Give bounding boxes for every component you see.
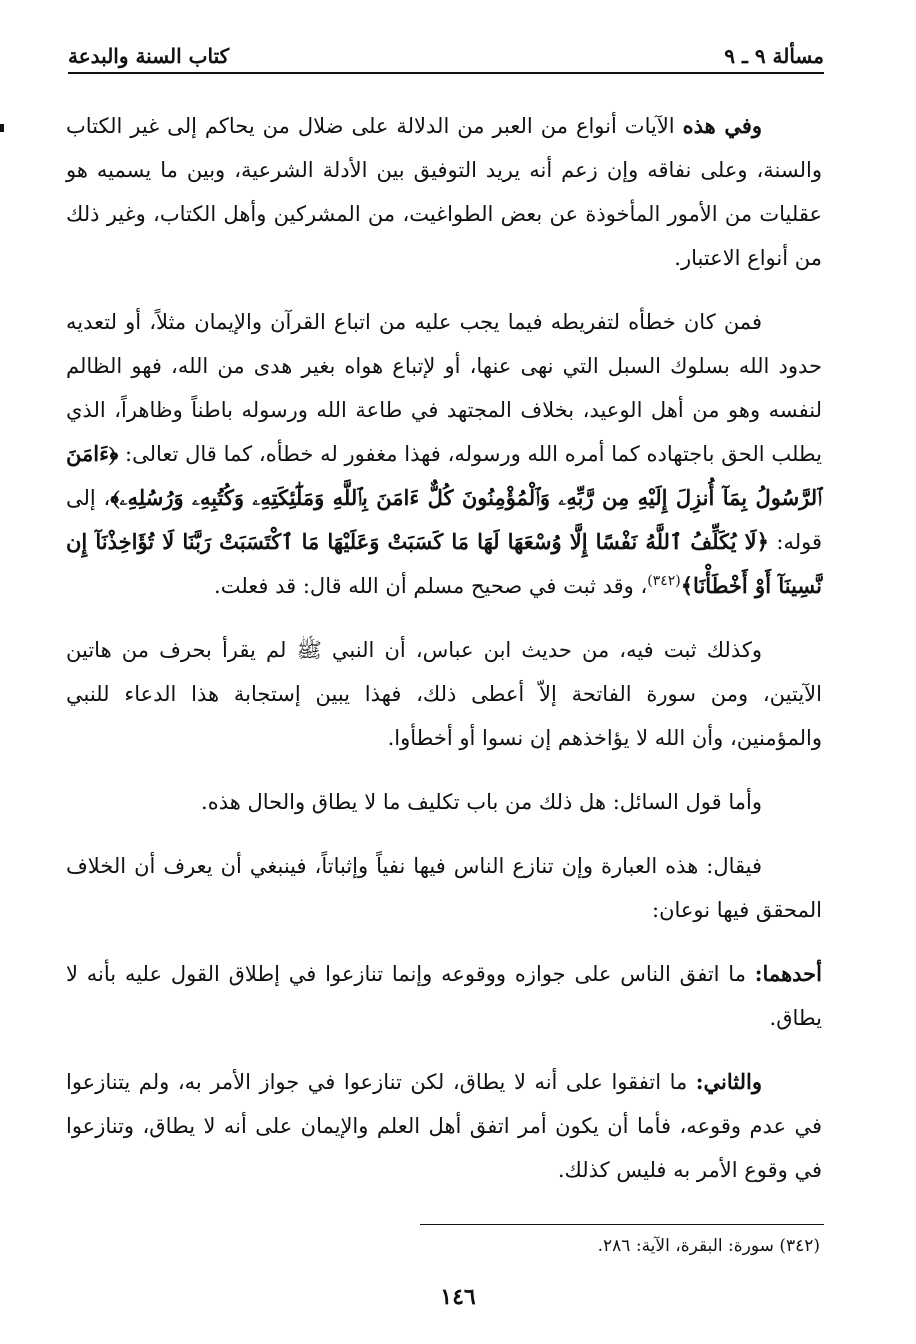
footnote: (٣٤٢) سورة: البقرة، الآية: ٢٨٦.: [597, 1236, 820, 1256]
paragraph-7-text: ما اتفقوا على أنه لا يطاق، لكن تنازعوا في جواز الأمر به، ولم يتنازعوا في عدم وقوعه، فأما أن يكون أمر اتفق أهل العلم والإيمان على أنه لا يطاق، وتنازعوا في وقوع الأمر به فليس كذلك.: [66, 1070, 822, 1182]
paragraph-6: [66, 952, 822, 1040]
paragraph-3-text: وكذلك ثبت فيه، من حديث ابن عباس، أن النبي ﷺ لم يقرأ بحرف من هاتين الآيتين، ومن سورة الفاتحة إلاّ أعطى ذلك، فهذا يبين إستجابة هذا الدعاء للنبي والمؤمنين، وأن الله لا يؤاخذهم إن نسوا أو أخطأوا.: [66, 638, 822, 750]
paragraph-1-lead: وفي هذه: [682, 113, 763, 138]
margin-mark: [0, 124, 4, 132]
paragraph-4: [66, 780, 822, 824]
running-header: [68, 38, 824, 68]
quran-verse-1: ﴿ءَامَنَ ٱلرَّسُولُ بِمَآ أُنزِلَ إِلَيْهِ مِن رَّبِّهِۦ وَٱلْمُؤْمِنُونَ كُلٌّ ءَامَنَ بِٱللَّهِ وَمَلَٰٓئِكَتِهِۦ وَكُتُبِهِۦ وَرُسُلِهِۦ﴾: [66, 441, 822, 510]
quran-verse-2: ﴿لَا يُكَلِّفُ ٱللَّهُ نَفْسًا إِلَّا وُسْعَهَا لَهَا مَا كَسَبَتْ وَعَلَيْهَا مَا ٱكْتَسَبَتْ رَبَّنَا لَا تُؤَاخِذْنَآ إِن نَّسِينَآ أَوْ أَخْطَأْنَا﴾: [66, 529, 822, 598]
page-number: ١٤٦: [440, 1284, 476, 1310]
paragraph-2-text-1: فمن كان خطأه لتفريطه فيما يجب عليه من اتباع القرآن والإيمان مثلاً، أو لتعديه حدود الله بسلوك السبل التي نهى عنها، أو لإتباع هواه بغير هدى من الله، فهو الظالم لنفسه وهو من أهل الوعيد، بخلاف المجتهد في طاعة الله ورسوله باطناً وظاهراً، الذي يطلب الحق باجتهاده كما أمره الله ورسوله، فهذا مغفور له خطأه، كما قال تعالى:: [66, 310, 822, 466]
header-rule: [68, 72, 824, 74]
paragraph-2-text-2: ، إلى قوله:: [66, 486, 822, 554]
page-body: [66, 104, 822, 1192]
footnote-reference: (٣٤٢): [647, 573, 681, 589]
paragraph-4-text: وأما قول السائل: هل ذلك من باب تكليف ما لا يطاق والحال هذه.: [201, 790, 762, 814]
paragraph-7: [66, 1060, 822, 1192]
paragraph-6-lead: أحدهما:: [754, 961, 822, 986]
section-label: مسألة ٩ ـ ٩: [724, 44, 824, 68]
book-title: كتاب السنة والبدعة: [68, 44, 230, 68]
paragraph-2: [66, 300, 822, 608]
footnote-rule: [420, 1224, 824, 1225]
paragraph-6-text: ما اتفق الناس على جوازه ووقوعه وإنما تنازعوا في إطلاق القول عليه بأنه لا يطاق.: [66, 962, 822, 1030]
paragraph-5-text: فيقال: هذه العبارة وإن تنازع الناس فيها نفياً وإثباتاً، فينبغي أن يعرف أن الخلاف المحقق فيها نوعان:: [66, 854, 822, 922]
paragraph-3: [66, 628, 822, 760]
paragraph-1-text: الآيات أنواع من العبر من الدلالة على ضلال من يحاكم إلى غير الكتاب والسنة، وعلى نفاقه وإن زعم أنه يريد التوفيق بين الأدلة الشرعية، وبين ما يسميه هو عقليات من الأمور المأخوذة عن بعض الطواغيت، من المشركين وأهل الكتاب، وغير ذلك من أنواع الاعتبار.: [66, 114, 822, 270]
paragraph-2-text-3: ، وقد ثبت في صحيح مسلم أن الله قال: قد فعلت.: [214, 574, 648, 598]
paragraph-5: [66, 844, 822, 932]
paragraph-1: [66, 104, 822, 280]
paragraph-7-lead: والثاني:: [695, 1069, 762, 1094]
